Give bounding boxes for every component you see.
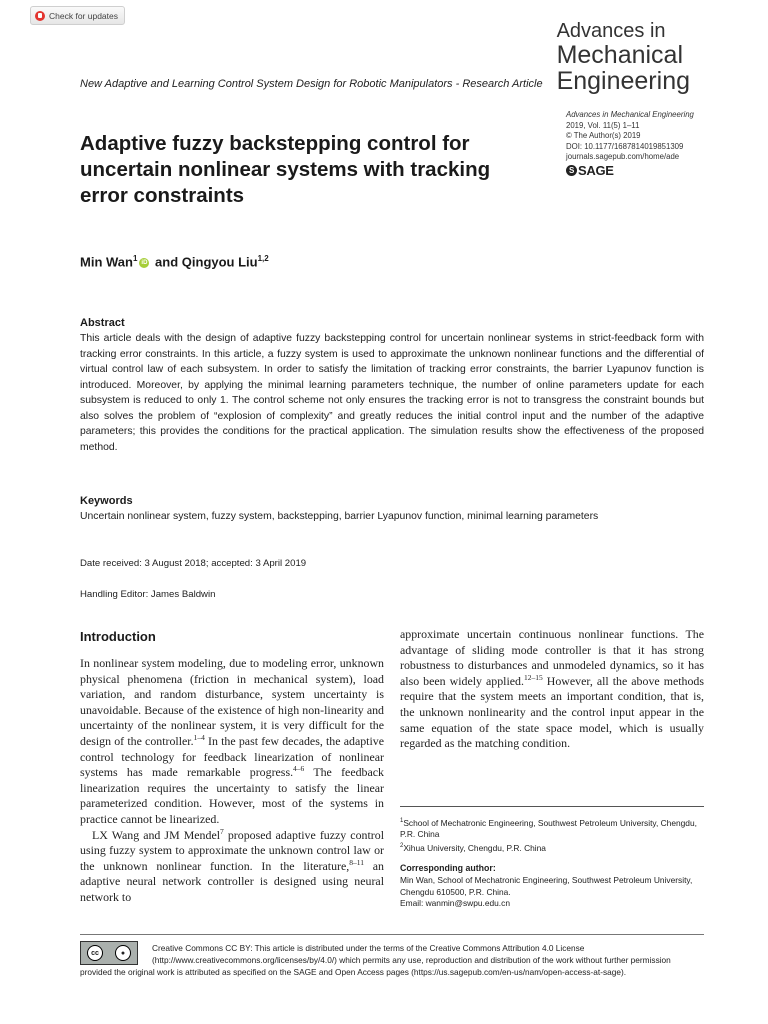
- abstract-heading: Abstract: [80, 317, 125, 329]
- meta-url[interactable]: journals.sagepub.com/home/ade: [566, 152, 680, 162]
- sage-logo: [566, 163, 614, 178]
- intro-column-left: [80, 656, 384, 906]
- license-line-2[interactable]: (http://www.creativecommons.org/licenses/by/4.0/) which permits any use, reproduction and distribution of the work without further permission provided the original work is attributed as specified on the SAGE and Open Access pages (https://us.sagepub.com/en-us/nam/open-access-at-sage).: [80, 955, 671, 977]
- license-divider: [80, 934, 704, 935]
- article-meta: [566, 110, 694, 163]
- license-line-1: Creative Commons CC BY: This article is distributed under the terms of the Creative Commons Attribution 4.0 License: [152, 943, 585, 953]
- cc-icon: cc: [87, 945, 103, 961]
- cc-by-badge[interactable]: [80, 941, 138, 965]
- check-for-updates-label: Check for updates: [49, 10, 118, 21]
- journal-logo-line3: Engineering: [556, 67, 690, 95]
- article-title: Adaptive fuzzy backstepping control for uncertain nonlinear systems with tracking error constraints: [80, 132, 491, 207]
- dates: Date received: 3 August 2018; accepted: 3 April 2019: [80, 558, 307, 569]
- journal-logo: [557, 20, 690, 94]
- abstract-text: This article deals with the design of adaptive fuzzy backstepping control for uncertain nonlinear systems in strict-feedback form with tracking error constraints. In this article, a fuzzy system is used to approximate the unknown nonlinear functions and the differential of virtual control law of each subsystem. In order to satisfy the limitation of tracking error constraints, the barrier Lyapunov function is introduced. Moreover, by applying the minimal learning parameters technique, the number of online parameters update for each subsystem is reduced to only 1. The control scheme not only ensures the tracking error is not to transgress the constraint bounds but also solves the problem of “explosion of complexity” and greatly reduces the initial control input and the number of the adaptive parameters; this provides the conditions for the practical application. The simulation results show the effectiveness of the proposed method.: [80, 333, 704, 453]
- footnotes: [400, 816, 710, 910]
- meta-doi[interactable]: DOI: 10.1177/1687814019851309: [566, 141, 684, 151]
- author-list: [80, 254, 269, 269]
- meta-volume: 2019, Vol. 11(5) 1–11: [566, 120, 640, 130]
- affiliation-1: $^1$School of Mechatronic Engineering, Southwest Petroleum University, Chengdu, P.R. China: [400, 817, 697, 840]
- ref-link[interactable]: 12–15: [523, 672, 543, 682]
- series-line: New Adaptive and Learning Control System Design for Robotic Manipulators - Research Article: [80, 78, 543, 90]
- ref-link[interactable]: 8–11: [349, 857, 364, 867]
- ref-link[interactable]: 7: [220, 826, 224, 836]
- intro-heading: Introduction: [80, 629, 156, 644]
- ref-link[interactable]: 1–4: [193, 733, 205, 742]
- ref-link[interactable]: 4–6: [293, 764, 305, 774]
- journal-logo-line2: Mechanical: [556, 41, 684, 69]
- intro-column-right: [400, 627, 704, 752]
- meta-copyright: © The Author(s) 2019: [566, 131, 641, 141]
- footnote-divider: [400, 806, 704, 807]
- keywords-text: Uncertain nonlinear system, fuzzy system, backstepping, barrier Lyapunov function, minimal learning parameters: [80, 511, 599, 522]
- handling-editor: Handling Editor: James Baldwin: [80, 589, 216, 600]
- keywords-heading: Keywords: [80, 495, 133, 507]
- intro-paragraph-2: LX Wang and JM Mendel$^7$ proposed adaptive fuzzy control using fuzzy system to approximate the unknown control law or the unknown nonlinear function. In the literature,$^{8-11}$ an adaptive neural network controller is designed using neural network to: [80, 826, 384, 904]
- corresponding-author-heading: Corresponding author:: [400, 863, 496, 874]
- license-text: [80, 942, 704, 978]
- author-2-affil: 1,2: [257, 254, 269, 263]
- sage-label: SAGE: [578, 163, 614, 178]
- corresponding-author-text: Min Wan, School of Mechatronic Engineering, Southwest Petroleum University, Chengdu 610500, P.R. China.: [400, 874, 693, 897]
- author-1[interactable]: Min Wan: [80, 254, 133, 270]
- author-and: and: [155, 254, 179, 270]
- intro-paragraph-3: approximate uncertain continuous nonlinear functions. The advantage of sliding mode controller is that it has strong robustness to disturbances and unmodeled dynamics, so it has also been widely applied.$^{12-15}$ However, all the above methods require that the system meets an important condition, that is, the unknown nonlinearity and the control input appear in the same equation of the state space model, which is usually regarded as the matching condition.: [400, 627, 704, 751]
- sage-s-icon: S: [566, 165, 577, 176]
- by-icon: ●: [115, 945, 131, 961]
- intro-paragraph-1: In nonlinear system modeling, due to modeling error, unknown physical phenomena (friction in mechanical system), load variation, and random disturbance, system uncertainty is unavoidable. Because of the existence of high non-linearity and uncertainty of the nonlinear system, it is very difficult for the design of the controller.$^{1-4}$ In the past few decades, the adaptive control technology for feedback linearization of nonlinear systems has made remarkable progress.$^{4-6}$ The feedback linearization requires the uncertainty to satisfy the linear parameterized condition. However, most of the systems in practice cannot be linearized.: [80, 656, 384, 826]
- update-icon: [35, 11, 45, 21]
- journal-logo-line1: Advances in: [556, 20, 666, 42]
- affiliation-2: $^2$Xihua University, Chengdu, P.R. China: [400, 842, 546, 853]
- meta-journal-name: Advances in Mechanical Engineering: [566, 110, 694, 119]
- corresponding-email[interactable]: Email: wanmin@swpu.edu.cn: [400, 898, 510, 909]
- author-1-affil: 1: [132, 254, 138, 263]
- check-for-updates-button[interactable]: [30, 6, 125, 25]
- orcid-icon[interactable]: iD: [141, 259, 148, 266]
- author-2[interactable]: Qingyou Liu: [181, 254, 258, 270]
